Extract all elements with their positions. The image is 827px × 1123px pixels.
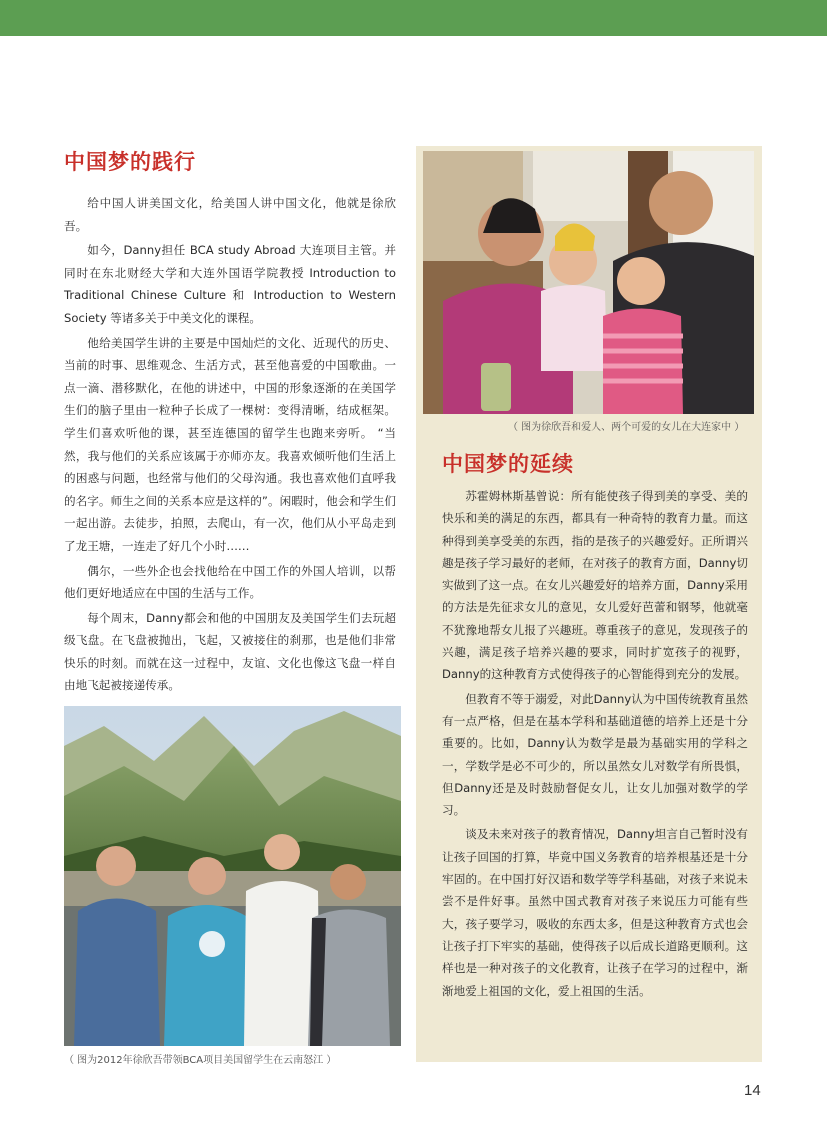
paragraph: 谈及未来对孩子的教育情况，Danny坦言自己暂时没有让孩子回国的打算，毕竟中国义务教育的培养根基还是十分牢固的。在中国打好汉语和数学等学科基础，对孩子来说未尝不是件好事。虽然中国式教育对孩子来说压力可能有些大，孩子要学习，吸收的东西太多，但是这种教育方式也会让孩子打下牢实的基础，使得孩子以后成长道路更顺利。这样也是一种对孩子的文化教育，让孩子在学习的过程中，渐渐地爱上祖国的文化，爱上祖国的生活。 xyxy=(442,827,748,998)
right-article xyxy=(442,485,748,1004)
paragraph: 给中国人讲美国文化，给美国人讲中国文化，他就是徐欣吾。 xyxy=(64,196,396,233)
family-photo xyxy=(423,151,754,414)
paragraph: 偶尔，一些外企也会找他给在中国工作的外国人培训，以帮他们更好地适应在中国的生活与工作。 xyxy=(64,563,396,601)
paragraph: 但教育不等于溺爱，对此Danny认为中国传统教育虽然有一点严格，但是在基本学科和基础道德的培养上还是十分重要的。比如，Danny认为数学是最为基础实用的学科之一，学数学是必不可少的，所以虽然女儿对数学有所畏惧，但Danny还是及时鼓励督促女儿，让女儿加强对数学的学习。 xyxy=(442,691,748,818)
right-panel xyxy=(416,146,762,1062)
family-photo-caption: （ 图为徐欣吾和爱人、两个可爱的女儿在大连家中 ） xyxy=(508,422,745,433)
paragraph: 苏霍姆林斯基曾说：所有能使孩子得到美的享受、美的快乐和美的满足的东西，都具有一种奇特的教育力量。而这种得到美享受美的东西，指的是孩子的兴趣爱好。正所谓兴趣是孩子学习最好的老师，在对孩子的教育方面，Danny切实做到了这一点。在女儿兴趣爱好的培养方面，Danny采用的方法是先征求女儿的意见，女儿爱好芭蕾和钢琴，他就毫不犹豫地帮女儿报了兴趣班。尊重孩子的意见，发现孩子的兴趣，满足孩子培养兴趣的要求，同时扩宽孩子的视野，Danny的这种教育方式使得孩子的心智能得到充分的发展。 xyxy=(442,489,748,682)
paragraph: 每个周末，Danny都会和他的中国朋友及美国学生们去玩超级飞盘。在飞盘被抛出，飞起，又被接住的刹那，也是他们非常快乐的时刻。而就在这一过程中，友谊、文化也像这飞盘一样自由地飞起被接递传承。 xyxy=(64,610,396,693)
header-bar xyxy=(0,0,827,36)
left-article xyxy=(64,146,396,699)
group-photo xyxy=(64,706,401,1046)
paragraph: 如今，Danny担任 BCA study Abroad 大连项目主管。并同时在东北财经大学和大连外国语学院教授 Introduction to Traditional Chinese Culture 和 Introduction to Western Society 等诸多关于中美文化的课程。 xyxy=(64,243,396,325)
group-photo-caption: （ 图为2012年徐欣吾带领BCA项目美国留学生在云南怒江 ） xyxy=(64,1055,337,1066)
section-title-continuation: 中国梦的延续 xyxy=(442,452,574,476)
paragraph: 他给美国学生讲的主要是中国灿烂的文化、近现代的历史、当前的时事、思维观念、生活方式，甚至他喜爱的中国歌曲。一点一滴、潜移默化，在他的讲述中，中国的形象逐渐的在美国学生们的脑子里由一粒种子长成了一棵树：变得清晰，结成框架。学生们喜欢听他的课，甚至连德国的留学生也跑来旁听。 “当然，我与他们的关系应该属于亦师亦友。我喜欢倾听他们生活上的困惑与问题，也经常与他们的父母沟通。我也喜欢他们直呼我的名字。师生之间的关系本应是这样的”。闲暇时，他会和学生们一起出游。去徒步，拍照，去爬山，有一次，他们从小平岛走到了龙王塘，一连走了好几个小时…… xyxy=(64,335,396,553)
page-number: 14 xyxy=(744,1082,761,1099)
section-title-practice: 中国梦的践行 xyxy=(64,150,196,174)
